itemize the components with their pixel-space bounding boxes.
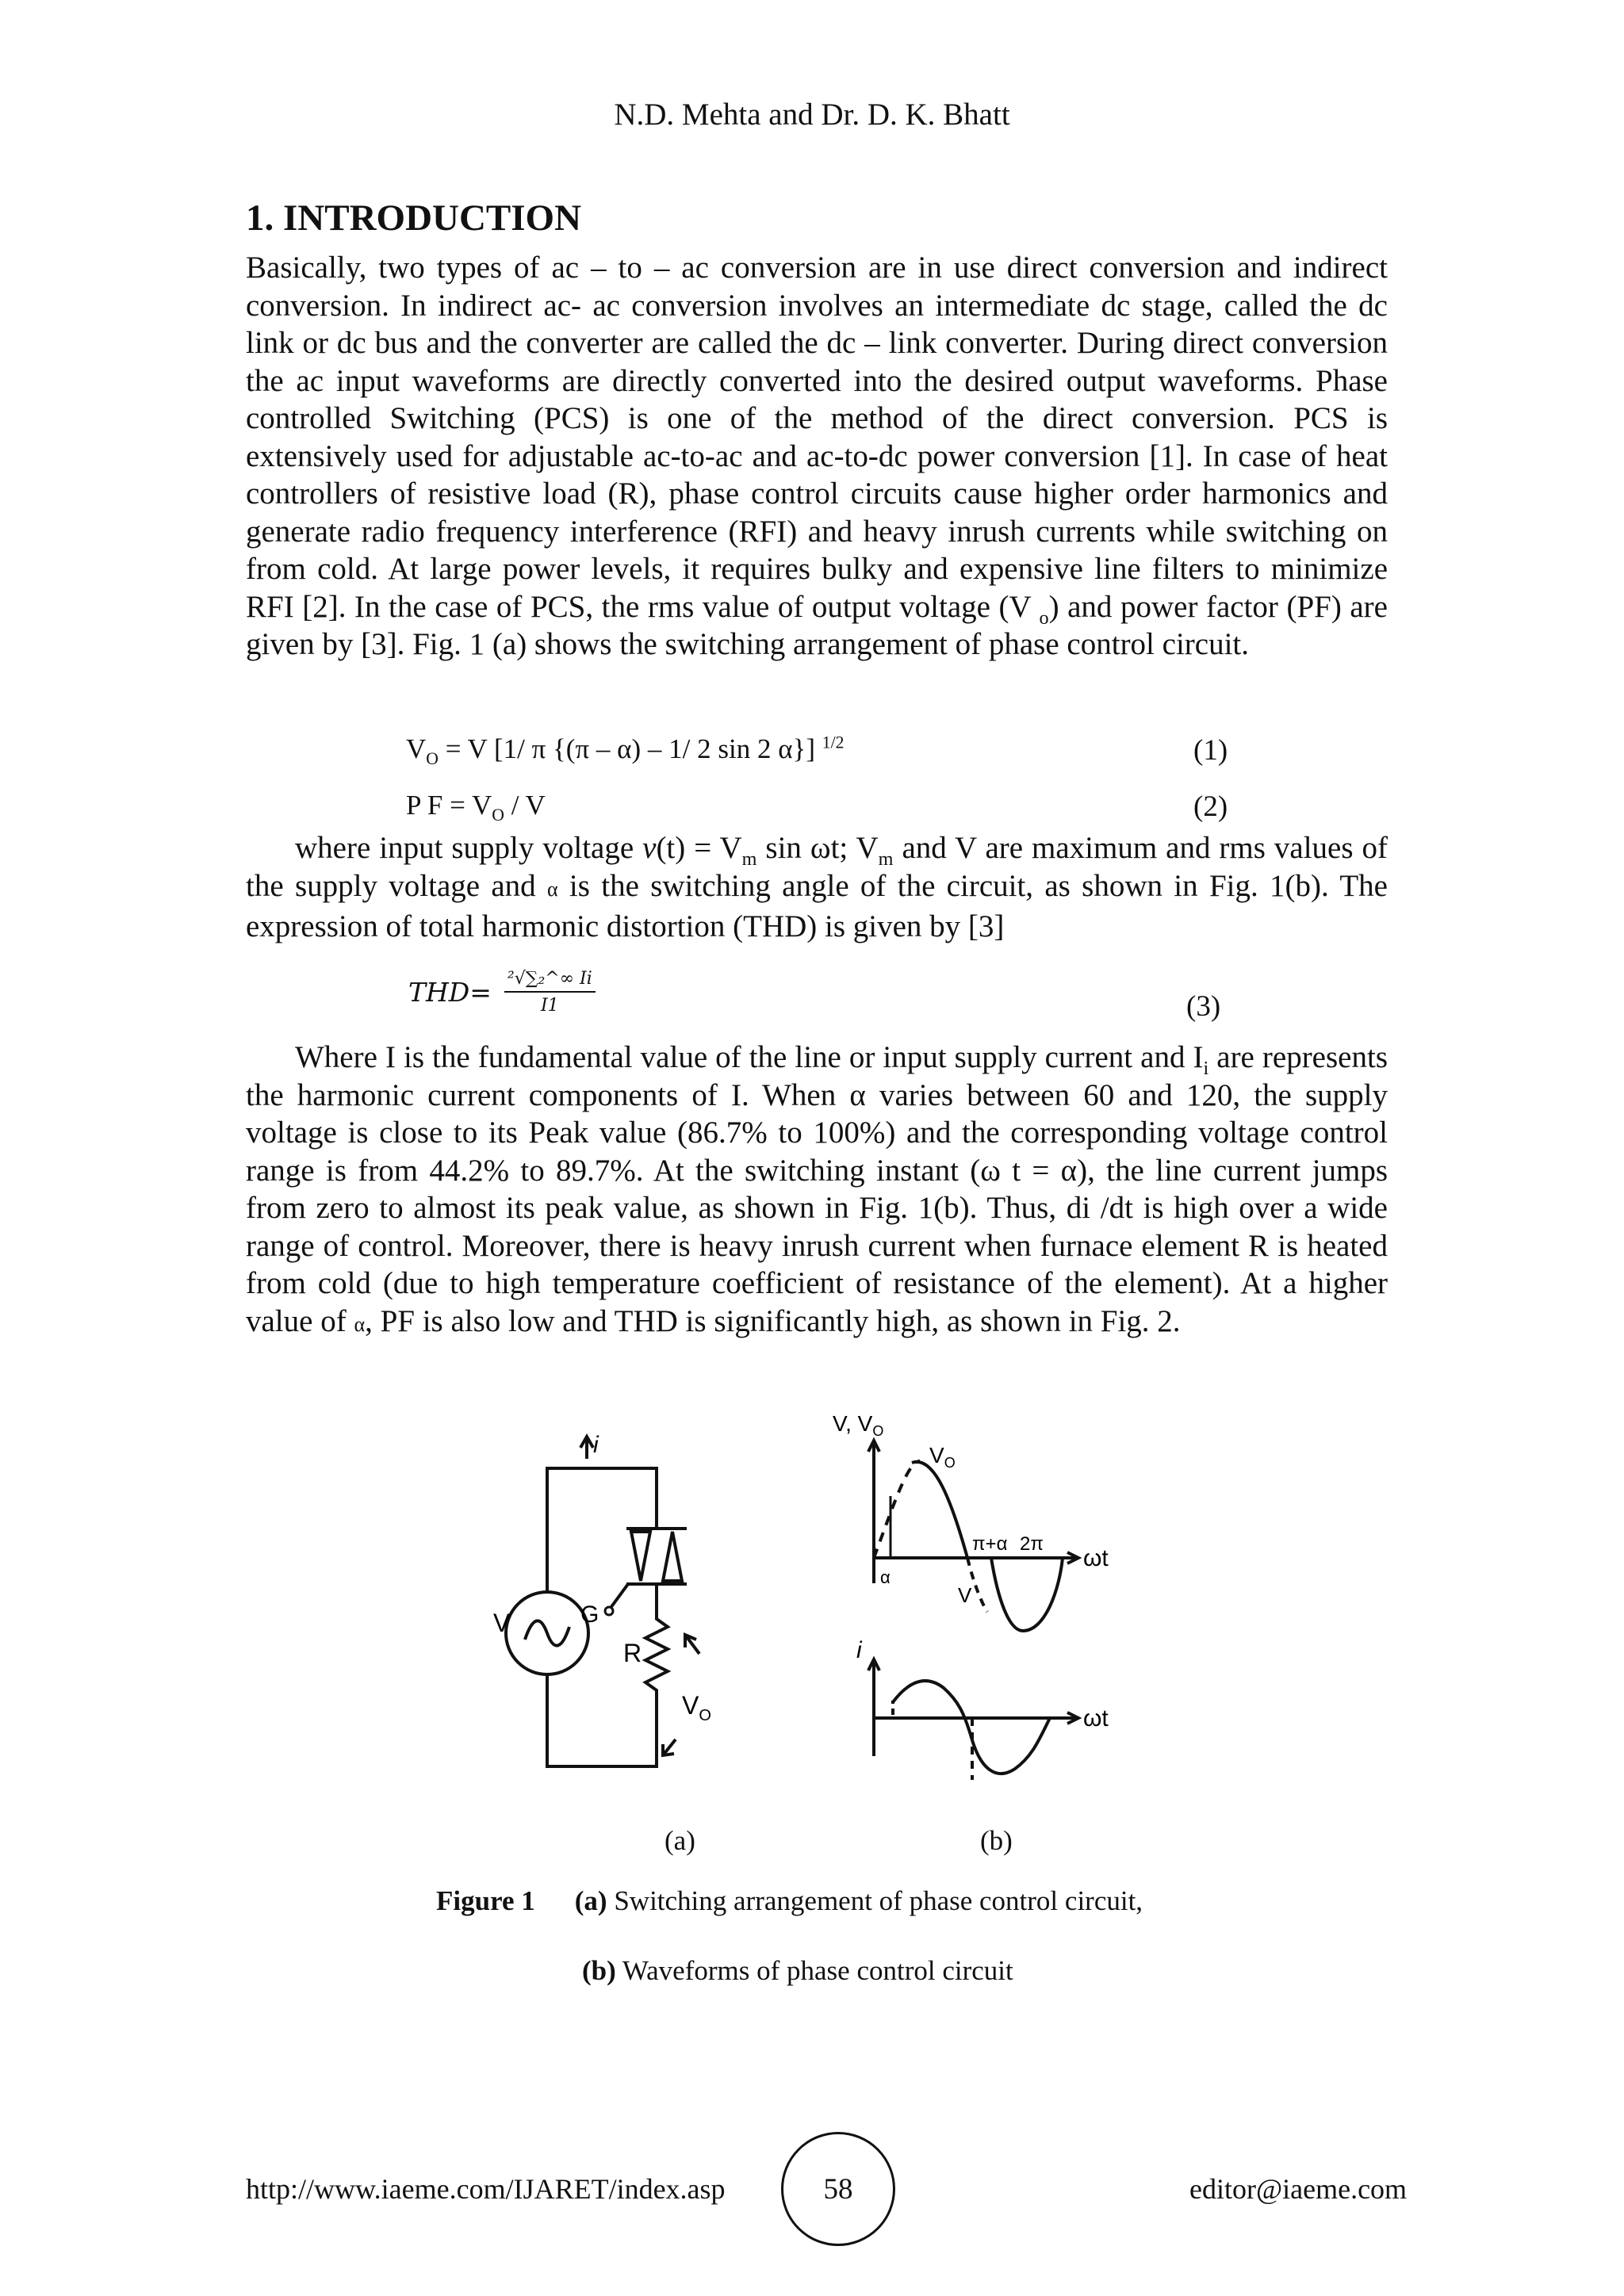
gate-terminal xyxy=(605,1607,613,1615)
paragraph-2 xyxy=(246,829,1388,946)
para2-t4: and V are maximum and rms values of the supply voltage and xyxy=(246,831,1388,903)
para3-alpha: α xyxy=(354,1312,366,1336)
top-wave-output-positive xyxy=(912,1462,967,1558)
caption-a-bold: (a) xyxy=(574,1885,607,1916)
wave-label-two-pi: 2π xyxy=(1020,1533,1044,1555)
top-wave-dashed-rise xyxy=(874,1461,920,1558)
section-heading: 1. INTRODUCTION xyxy=(246,197,582,239)
top-wave-output-negative xyxy=(991,1558,1063,1631)
equation-3 xyxy=(408,969,596,1016)
caption-b-text: Waveforms of phase control circuit xyxy=(615,1955,1013,1986)
eq1-body: = V [1/ π {(π – α) – 1/ 2 sin 2 α}] xyxy=(438,733,822,764)
para2-sub-m1: m xyxy=(741,848,757,870)
equation-2 xyxy=(406,790,546,825)
para2-sub-m2: m xyxy=(878,848,894,870)
introduction-paragraph-1 xyxy=(246,249,1388,664)
waveform-diagram xyxy=(825,1407,1142,1788)
paragraph-3 xyxy=(246,1039,1388,1343)
triac-symbol xyxy=(611,1529,687,1611)
footer-url[interactable]: http://www.iaeme.com/IJARET/index.asp xyxy=(246,2173,726,2205)
eq3-denominator: I1 xyxy=(540,996,559,1016)
equation-1 xyxy=(406,733,845,768)
eq2-sub: O xyxy=(492,806,504,825)
para2-alpha: α xyxy=(547,877,558,901)
para3-t3: , PF is also low and THD is significantly high, as shown in Fig. 2. xyxy=(365,1303,1181,1338)
circuit-bottom-wire xyxy=(547,1674,657,1766)
eq3-numerator: ²√∑₂^∞ Ii xyxy=(504,969,596,993)
wave-label-v-negative: V xyxy=(958,1583,972,1607)
resistor-symbol xyxy=(645,1611,668,1706)
eq1-v: V xyxy=(406,733,427,764)
circuit-label-gate: G xyxy=(580,1601,599,1628)
para2-v: v xyxy=(642,831,657,865)
equation-1-number: (1) xyxy=(1193,734,1228,767)
figure-caption-line-1 xyxy=(436,1885,1143,1917)
wave-label-vo: $V_O$ xyxy=(929,1443,956,1471)
wave-label-pi-plus-alpha: π+α xyxy=(972,1533,1008,1555)
para2-t3: sin ωt; V xyxy=(756,831,879,865)
circuit-label-resistor: R xyxy=(623,1639,642,1667)
wave-label-omega-t-top: ωt xyxy=(1083,1545,1109,1571)
subfigure-label-a: (a) xyxy=(665,1825,695,1856)
equation-2-number: (2) xyxy=(1193,790,1228,823)
running-header: N.D. Mehta and Dr. D. K. Bhatt xyxy=(614,98,1010,132)
page-number-text: 58 xyxy=(823,2172,853,2206)
wave-label-current: i xyxy=(856,1637,862,1663)
circuit-diagram xyxy=(492,1427,730,1776)
wave-label-yaxis-top: V, $V_O$ xyxy=(833,1411,884,1439)
bottom-wave-current-negative xyxy=(972,1718,1050,1774)
caption-figure-label: Figure 1 xyxy=(436,1885,535,1916)
para2-t1: where input supply voltage xyxy=(295,831,643,865)
wave-label-alpha: α xyxy=(880,1567,891,1587)
eq3-fraction xyxy=(504,969,596,1016)
eq2-pf: P F = V xyxy=(406,790,492,821)
para1-text: Basically, two types of ac – to – ac conversion are in use direct conversion and indirect conversion. In indirect ac- ac conversion involves an intermediate dc stage, called the dc link or dc bus and the converter are called the dc – link converter. During direct conversion the ac input waveforms are directly converted into the desired output waveforms. Phase controlled Switching (PCS) is one of the method of the direct conversion. PCS is extensively used for adjustable ac-to-ac and ac-to-dc power conversion [1]. In case of heat controllers of resistive load (R), phase control circuits cause higher order harmonics and generate radio frequency interference (RFI) and heavy inrush currents while switching on from cold. At large power levels, it requires bulky and expensive line filters to minimize RFI [2]. In the case of PCS, the rms value of output voltage (V xyxy=(246,251,1388,624)
ac-sine-symbol xyxy=(525,1621,569,1645)
para3-sub-i: i xyxy=(1203,1057,1209,1079)
para1-text-end: ) and power factor (PF) are given by [3]. Fig. 1 (a) shows the switching arrangement of phase control circuit. xyxy=(246,589,1388,661)
eq1-sub: O xyxy=(426,749,439,768)
para1-subscript: o xyxy=(1039,607,1049,629)
para3-t1: Where I is the fundamental value of the line or input supply current and I xyxy=(295,1040,1204,1074)
bottom-wave-dashed xyxy=(874,1701,893,1718)
eq2-body: / V xyxy=(504,790,546,821)
caption-b-bold: (b) xyxy=(582,1955,616,1986)
caption-a-text: Switching arrangement of phase control circuit, xyxy=(607,1885,1143,1916)
subfigure-label-b: (b) xyxy=(980,1825,1013,1856)
eq3-equals: = xyxy=(469,977,492,1008)
wave-label-omega-t-bottom: ωt xyxy=(1083,1705,1109,1732)
footer-email[interactable]: editor@iaeme.com xyxy=(1189,2173,1408,2205)
circuit-label-output: $V_O$ xyxy=(682,1691,711,1724)
para3-t2: are represents the harmonic current components of I. When α varies between 60 and 120, the supply voltage is close to its Peak value (86.7% to 100%) and the corresponding voltage control range is from 44.2% to 89.7%. At the switching instant (ω t = α), the line current jumps from zero to almost its peak value, as shown in Fig. 1(b). Thus, di /dt is high over a wide range of control. Moreover, there is heavy inrush current when furnace element R is heated from cold (due to high temperature coefficient of resistance of the element). At a higher value of xyxy=(246,1040,1388,1338)
para2-t2: (t) = V xyxy=(656,831,742,865)
eq1-sup: 1/2 xyxy=(822,733,845,752)
equation-3-number: (3) xyxy=(1186,990,1221,1023)
eq3-label: THD xyxy=(408,977,470,1008)
page-number xyxy=(781,2132,895,2246)
bottom-wave-current-positive xyxy=(893,1681,972,1740)
para2-t5: is the switching angle of the circuit, as shown in Fig. 1(b). The expression of total harmonic distortion (THD) is given by [3] xyxy=(246,868,1388,943)
circuit-label-current: i xyxy=(593,1432,599,1458)
figure-caption-line-2 xyxy=(582,1955,1013,1987)
circuit-label-source: V xyxy=(493,1609,511,1637)
